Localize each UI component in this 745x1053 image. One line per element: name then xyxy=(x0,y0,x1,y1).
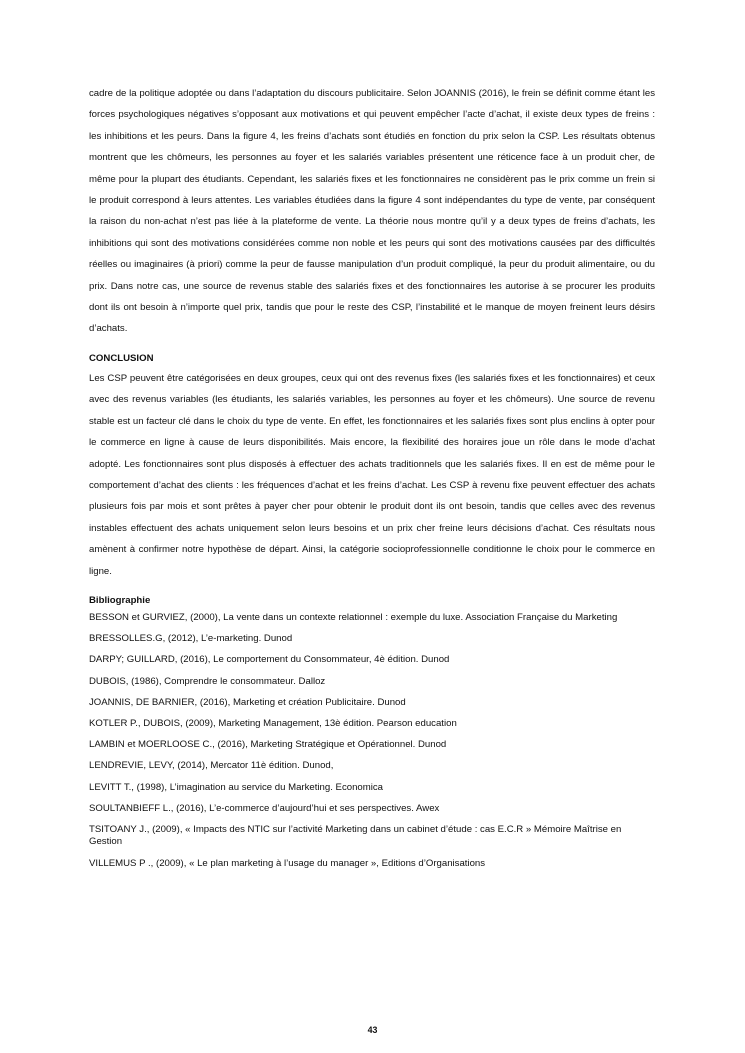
bibliography-entry-levitt: LEVITT T., (1998), L’imagination au service du Marketing. Economica xyxy=(89,781,383,793)
bibliography-entry-lendrevie: LENDREVIE, LEVY, (2014), Mercator 11è édition. Dunod, xyxy=(89,760,334,772)
conclusion-paragraph: Les CSP peuvent être catégorisées en deux groupes, ceux qui ont des revenus fixes (les salariés fixes et les fonctionnaires) et ceux avec des revenus variables (les étudiants, les salariés variables, les personnes au foyer et les chômeurs). Une source de revenu stable est un facteur clé dans le choix du type de vente. En effet, les fonctionnaires et les salariés fixes sont plus enclins à opter pour le commerce en ligne à cause de leurs disponibilités. Mais encore, la flexibilité des horaires joue un rôle dans le mode d’achat adopté. Les fonctionnaires sont plus disposés à effectuer des achats traditionnels que les salariés fixes. Il en est de même pour le comportement d’achat des clients : les fréquences d’achat et les freins d’achat. Les CSP à revenu fixe peuvent effectuer des achats plusieurs fois par mois et sont prêtes à payer cher pour obtenir le produit dont ils ont besoin, tandis que celles avec des revenus instables effectuent des achats uniquement selon leurs besoins et un prix cher freine leurs décisions d’achat. Ces résultats nous amènent à confirmer notre hypothèse de départ. Ainsi, la catégorie socioprofessionnelle conditionne le choix pour le commerce en ligne. xyxy=(89,372,655,577)
intro-paragraph: cadre de la politique adoptée ou dans l’adaptation du discours publicitaire. Selon JOANNIS (2016), le frein se définit comme étant les forces psychologiques négatives s’opposant aux motivations et qui peuvent empêcher l’acte d’achat, il existe deux types de freins : les inhibitions et les peurs. Dans la figure 4, les freins d’achats sont étudiés en fonction du prix selon la CSP. Les résultats obtenus montrent que les chômeurs, les personnes au foyer et les salariés variables présentent une réticence face à un produit cher, de même pour la plupart des étudiants. Cependant, les salariés fixes et les fonctionnaires ne considèrent pas le prix comme un frein si le produit correspond à leurs attentes. Les variables étudiées dans la figure 4 sont indépendantes du type de vente, par conséquent la raison du non-achat n’est pas liée à la plateforme de vente. La théorie nous montre qu’il y a deux types de freins d’achats, les inhibitions qui sont des motivations considérées comme non noble et les peurs qui sont des motivations causées par des difficultés réelles ou imaginaires (à priori) comme la peur de fausse manipulation d’un produit compliqué, la peur du produit alimentaire, ou du prix. Dans notre cas, une source de revenus stable des salariés fixes et des fonctionnaires les autorise à se procurer les produits dont ils ont besoin à n’importe quel prix, tandis que pour le reste des CSP, l’instabilité et le manque de moyen freinent leurs désirs d’achats. xyxy=(89,88,655,335)
bibliography-entry-kotler: KOTLER P., DUBOIS, (2009), Marketing Management, 13è édition. Pearson education xyxy=(89,717,457,729)
page-content xyxy=(89,83,655,879)
conclusion-heading: CONCLUSION xyxy=(89,352,154,364)
bibliography-entry-besson: BESSON et GURVIEZ, (2000), La vente dans un contexte relationnel : exemple du luxe. Association Française du Marketing xyxy=(89,611,618,623)
bibliography-entry-bressolles: BRESSOLLES.G, (2012), L’e-marketing. Dunod xyxy=(89,633,293,645)
bibliography-entry-lambin: LAMBIN et MOERLOOSE C., (2016), Marketing Stratégique et Opérationnel. Dunod xyxy=(89,739,447,751)
bibliography-entry-dubois: DUBOIS, (1986), Comprendre le consommateur. Dalloz xyxy=(89,675,326,687)
bibliography-entry-villemus: VILLEMUS P ., (2009), « Le plan marketing à l’usage du manager », Editions d’Organisations xyxy=(89,857,486,869)
page-number: 43 xyxy=(367,1025,378,1035)
bibliography-entry-darpy: DARPY; GUILLARD, (2016), Le comportement du Consommateur, 4è édition. Dunod xyxy=(89,654,450,666)
bibliography-list xyxy=(89,612,655,870)
bibliography-entry-soultanbieff: SOULTANBIEFF L., (2016), L’e-commerce d’aujourd’hui et ses perspectives. Awex xyxy=(89,802,440,814)
bibliography-entry-tsitoany: TSITOANY J., (2009), « Impacts des NTIC sur l’activité Marketing dans un cabinet d’étude : cas E.C.R » Mémoire Maîtrise en Gestion xyxy=(89,823,622,848)
bibliography-heading: Bibliographie xyxy=(89,594,151,606)
bibliography-entry-joannis: JOANNIS, DE BARNIER, (2016), Marketing et création Publicitaire. Dunod xyxy=(89,696,406,708)
